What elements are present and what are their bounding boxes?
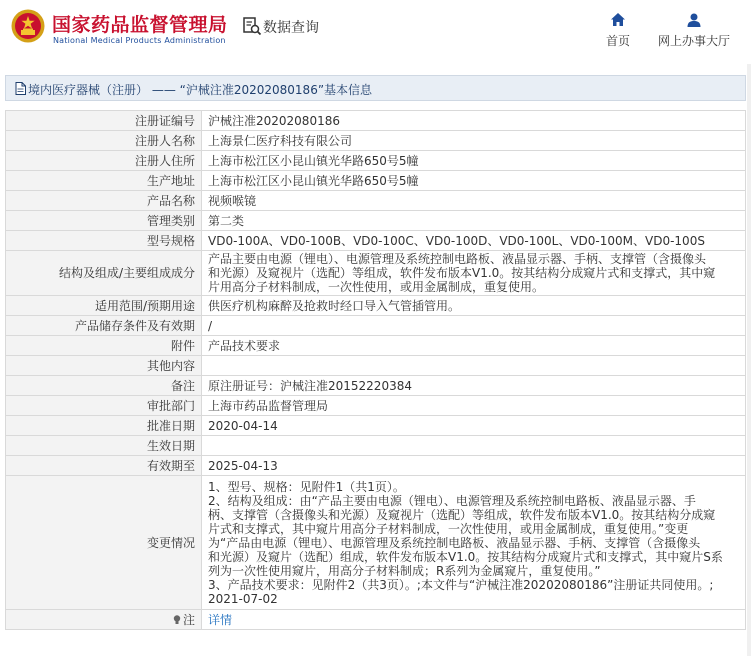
brand-name: 国家药品监督管理局 bbox=[52, 14, 228, 36]
field-label: 结构及组成/主要组成成分 bbox=[6, 251, 202, 296]
table-row bbox=[6, 251, 746, 296]
table-row bbox=[6, 211, 746, 231]
value-line: 2、结构及组成：由“产品主要由电源（锂电）、电源管理及系统控制电路板、液晶显示器、手 bbox=[208, 493, 696, 508]
field-value: 2020-04-14 bbox=[202, 416, 746, 436]
note-label-cell bbox=[6, 610, 202, 630]
note-value bbox=[202, 610, 746, 630]
detail-title-bar bbox=[5, 75, 746, 101]
table-row bbox=[6, 111, 746, 131]
table-row bbox=[6, 610, 746, 630]
document-icon bbox=[15, 82, 26, 95]
field-label: 批准日期 bbox=[6, 416, 202, 436]
field-value: 原注册证号：沪械注准20152220384 bbox=[202, 376, 746, 396]
nav-online-hall-label: 网上办事大厅 bbox=[657, 34, 730, 48]
table-row bbox=[6, 191, 746, 211]
table-row bbox=[6, 171, 746, 191]
field-label: 其他内容 bbox=[6, 356, 202, 376]
field-value: / bbox=[202, 316, 746, 336]
field-value: 上海景仁医疗科技有限公司 bbox=[202, 131, 746, 151]
scrollbar-track[interactable] bbox=[747, 64, 751, 656]
field-value bbox=[202, 251, 746, 296]
field-value: 2025-04-13 bbox=[202, 456, 746, 476]
field-label: 变更情况 bbox=[6, 476, 202, 610]
nav-home-label: 首页 bbox=[605, 34, 630, 48]
lightbulb-icon bbox=[173, 615, 181, 625]
field-value: 视频喉镜 bbox=[202, 191, 746, 211]
field-label: 注册人住所 bbox=[6, 151, 202, 171]
note-label: 注 bbox=[182, 612, 195, 627]
registration-info-table bbox=[5, 110, 746, 630]
field-value bbox=[202, 436, 746, 456]
data-search-icon bbox=[242, 16, 262, 36]
table-row bbox=[6, 316, 746, 336]
table-row bbox=[6, 416, 746, 436]
table-row bbox=[6, 296, 746, 316]
field-label: 附件 bbox=[6, 336, 202, 356]
field-label: 适用范围/预期用途 bbox=[6, 296, 202, 316]
field-label: 管理类别 bbox=[6, 211, 202, 231]
table-row bbox=[6, 376, 746, 396]
field-label: 注册证编号 bbox=[6, 111, 202, 131]
value-line: 3、产品技术要求：见附件2（共3页）。;本文件与“沪械注准20202080186”注册证共同使用。; bbox=[208, 577, 714, 592]
national-emblem-icon bbox=[11, 9, 45, 43]
nav-online-hall-link[interactable] bbox=[655, 12, 733, 49]
value-line: 列为一次性使用窥片，用高分子材料制成；R系列为金属窥片，重复使用。” bbox=[208, 563, 601, 578]
value-line: 2021-07-02 bbox=[208, 591, 278, 606]
field-label: 生效日期 bbox=[6, 436, 202, 456]
page-title: 数据查询 bbox=[263, 20, 319, 36]
value-line: 1、型号、规格：见附件1（共1页）。 bbox=[208, 479, 405, 494]
value-line: 产品主要由电源（锂电）、电源管理及系统控制电路板、液晶显示器、手柄、支撑管（含摄像头 bbox=[208, 252, 707, 266]
home-icon bbox=[610, 12, 626, 28]
value-line: 为“产品由电源（锂电）、电源管理及系统控制电路板、液晶显示器、手柄、支撑管（含摄像头 bbox=[208, 535, 701, 550]
field-label: 产品储存条件及有效期 bbox=[6, 316, 202, 336]
field-label: 型号规格 bbox=[6, 231, 202, 251]
field-label: 产品名称 bbox=[6, 191, 202, 211]
value-line: 柄、支撑管（含摄像头和光源）及窥视片（选配）等组成，软件发布版本V1.0。按其结构分成窥 bbox=[208, 507, 716, 522]
table-row bbox=[6, 131, 746, 151]
field-value: 上海市松江区小昆山镇光华路650号5幢 bbox=[202, 171, 746, 191]
table-row bbox=[6, 436, 746, 456]
field-value bbox=[202, 356, 746, 376]
table-row bbox=[6, 336, 746, 356]
field-label: 备注 bbox=[6, 376, 202, 396]
field-value: 产品技术要求 bbox=[202, 336, 746, 356]
site-header bbox=[0, 0, 751, 64]
brand-name-english: National Medical Products Administration bbox=[53, 36, 226, 45]
table-row bbox=[6, 456, 746, 476]
table-row bbox=[6, 231, 746, 251]
field-label: 生产地址 bbox=[6, 171, 202, 191]
field-value: 供医疗机构麻醉及抢救时经口导入气管插管用。 bbox=[202, 296, 746, 316]
field-label: 审批部门 bbox=[6, 396, 202, 416]
field-value: 上海市药品监督管理局 bbox=[202, 396, 746, 416]
field-value: 第二类 bbox=[202, 211, 746, 231]
detail-link[interactable]: 详情 bbox=[208, 612, 233, 627]
table-row bbox=[6, 396, 746, 416]
value-line: 和光源）及窥片（选配）组成，软件发布版本V1.0。按其结构分成窥片式和支撑式，其中窥片S系 bbox=[208, 549, 723, 564]
nav-home-link[interactable] bbox=[598, 12, 638, 49]
table-row bbox=[6, 151, 746, 171]
value-line: 和光源）及窥视片（选配）等组成，软件发布版本V1.0。按其结构分成窥片式和支撑式，其中窥 bbox=[208, 266, 716, 280]
field-value: VD0-100A、VD0-100B、VD0-100C、VD0-100D、VD0-100L、VD0-100M、VD0-100S bbox=[202, 231, 746, 251]
table-row bbox=[6, 476, 746, 610]
field-label: 有效期至 bbox=[6, 456, 202, 476]
table-row bbox=[6, 356, 746, 376]
field-value: 上海市松江区小昆山镇光华路650号5幢 bbox=[202, 151, 746, 171]
value-line: 片式和支撑式，其中窥片用高分子材料制成，一次性使用，或用金属制成，重复使用。”变更 bbox=[208, 521, 689, 536]
field-label: 注册人名称 bbox=[6, 131, 202, 151]
field-value: 沪械注准20202080186 bbox=[202, 111, 746, 131]
value-line: 片用高分子材料制成，一次性使用，或用金属制成，重复使用。 bbox=[208, 280, 545, 294]
detail-title: 境内医疗器械（注册） —— “沪械注准20202080186”基本信息 bbox=[28, 83, 373, 97]
field-value bbox=[202, 476, 746, 610]
user-icon bbox=[686, 12, 702, 28]
